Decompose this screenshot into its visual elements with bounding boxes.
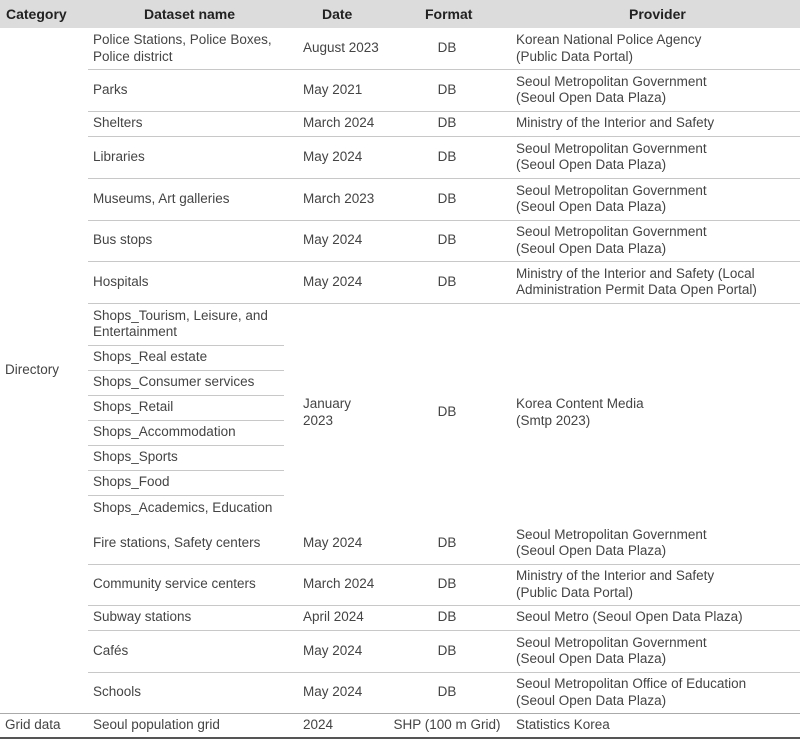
date-cell-text: May 2024 xyxy=(303,642,363,658)
provider-cell xyxy=(516,630,800,672)
provider-cell xyxy=(516,564,800,605)
format-cell xyxy=(392,303,502,522)
dataset-name-cell xyxy=(93,713,293,738)
dataset-name-cell xyxy=(93,69,293,111)
date-cell xyxy=(303,261,403,303)
dataset-name-cell-text: Parks xyxy=(93,81,128,97)
format-cell-text: DB xyxy=(437,642,457,658)
format-cell-text: DB xyxy=(437,273,457,289)
format-cell-text: DB xyxy=(437,115,457,131)
format-cell xyxy=(392,28,502,69)
dataset-name-cell-text: Fire stations, Safety centers xyxy=(93,534,261,550)
format-cell-text: DB xyxy=(437,684,457,700)
dataset-name-cell-text: Schools xyxy=(93,684,142,700)
provider-cell xyxy=(516,69,800,111)
header-provider: Provider xyxy=(629,6,686,22)
header-dataset-name: Dataset name xyxy=(144,6,236,22)
category-directory-text: Directory xyxy=(5,362,60,378)
date-cell xyxy=(303,303,373,522)
dataset-name-cell xyxy=(93,370,285,395)
dataset-name-cell-text: Seoul population grid xyxy=(93,717,220,733)
dataset-name-cell xyxy=(93,261,293,303)
dataset-name-cell-text: Shelters xyxy=(93,115,143,131)
provider-cell-text: Ministry of the Interior and Safety (Local Administration Permit Data Open Portal) xyxy=(516,265,757,297)
format-cell xyxy=(392,136,502,178)
dataset-name-cell xyxy=(93,564,293,605)
provider-cell xyxy=(516,178,800,220)
dataset-name-cell-text: Shops_Consumer services xyxy=(93,374,255,390)
format-cell-text: DB xyxy=(437,190,457,206)
dataset-name-cell xyxy=(93,345,285,370)
date-cell-text: May 2024 xyxy=(303,684,363,700)
date-cell-text: May 2024 xyxy=(303,534,363,550)
dataset-name-cell xyxy=(93,28,293,69)
date-cell-text: May 2024 xyxy=(303,232,363,248)
provider-cell-text: Ministry of the Interior and Safety (Public Data Portal) xyxy=(516,568,715,600)
dataset-name-cell xyxy=(93,445,285,470)
provider-cell-text: Korean National Police Agency (Public Data Portal) xyxy=(516,32,702,64)
format-cell-text: DB xyxy=(437,534,457,550)
date-cell-text: May 2024 xyxy=(303,148,363,164)
category-directory xyxy=(5,28,85,713)
dataset-name-cell-text: Hospitals xyxy=(93,273,149,289)
provider-cell-text: Seoul Metropolitan Government (Seoul Open Data Plaza) xyxy=(516,224,707,256)
format-cell xyxy=(392,672,502,713)
date-cell xyxy=(303,136,403,178)
provider-cell-text: Seoul Metropolitan Government (Seoul Open Data Plaza) xyxy=(516,526,707,558)
format-cell-text: DB xyxy=(437,576,457,592)
format-cell xyxy=(392,713,502,738)
date-cell xyxy=(303,28,403,69)
format-cell xyxy=(392,605,502,630)
dataset-name-cell-text: Police Stations, Police Boxes, Police district xyxy=(93,32,272,64)
provider-cell-text: Statistics Korea xyxy=(516,717,610,733)
date-cell-text: April 2024 xyxy=(303,609,364,625)
header-category: Category xyxy=(6,6,67,22)
dataset-name-cell-text: Shops_Sports xyxy=(93,449,178,465)
dataset-name-cell-text: Bus stops xyxy=(93,232,153,248)
provider-cell-text: Ministry of the Interior and Safety xyxy=(516,115,715,131)
dataset-name-cell xyxy=(93,136,293,178)
dataset-name-cell xyxy=(93,220,293,261)
provider-cell xyxy=(516,261,800,303)
provider-cell-text: Seoul Metropolitan Government (Seoul Open Data Plaza) xyxy=(516,140,707,172)
date-cell-text: August 2023 xyxy=(303,40,379,56)
date-cell xyxy=(303,630,403,672)
dataset-name-cell-text: Shops_Academics, Education xyxy=(93,500,273,516)
dataset-name-cell xyxy=(93,495,285,522)
date-cell xyxy=(303,522,403,564)
format-cell-text: DB xyxy=(437,40,457,56)
format-cell xyxy=(392,69,502,111)
date-cell xyxy=(303,672,403,713)
format-cell xyxy=(392,564,502,605)
header-format: Format xyxy=(425,6,473,22)
category-grid-data xyxy=(5,713,85,738)
dataset-name-cell-text: Shops_Retail xyxy=(93,399,174,415)
provider-cell xyxy=(516,136,800,178)
dataset-name-cell-text: Museums, Art galleries xyxy=(93,190,230,206)
dataset-name-cell-text: Community service centers xyxy=(93,576,256,592)
provider-cell xyxy=(516,111,800,136)
provider-cell xyxy=(516,303,800,522)
dataset-name-cell-text: Shops_Real estate xyxy=(93,349,208,365)
format-cell xyxy=(392,220,502,261)
dataset-name-cell-text: Cafés xyxy=(93,642,129,658)
dataset-name-cell xyxy=(93,420,285,445)
date-cell-text: March 2024 xyxy=(303,115,375,131)
dataset-name-cell xyxy=(93,630,293,672)
provider-cell xyxy=(516,713,800,738)
date-cell-text: May 2021 xyxy=(303,81,363,97)
dataset-name-cell xyxy=(93,672,293,713)
date-cell-text: May 2024 xyxy=(303,273,363,289)
dataset-name-cell-text: Shops_Tourism, Leisure, and Entertainment xyxy=(93,307,268,339)
format-cell xyxy=(392,111,502,136)
date-cell xyxy=(303,220,403,261)
date-cell-text: March 2023 xyxy=(303,190,375,206)
provider-cell-text: Seoul Metropolitan Office of Education (Seoul Open Data Plaza) xyxy=(516,676,747,708)
date-cell-text: March 2024 xyxy=(303,576,375,592)
date-cell xyxy=(303,564,403,605)
dataset-name-cell xyxy=(93,111,293,136)
provider-cell-text: Seoul Metro (Seoul Open Data Plaza) xyxy=(516,609,743,625)
provider-cell xyxy=(516,28,800,69)
date-cell-text: January 2023 xyxy=(303,396,352,428)
dataset-name-cell-text: Shops_Food xyxy=(93,474,170,490)
provider-cell-text: Seoul Metropolitan Government (Seoul Open Data Plaza) xyxy=(516,73,707,105)
provider-cell-text: Korea Content Media (Smtp 2023) xyxy=(516,396,644,428)
dataset-name-cell xyxy=(93,605,293,630)
date-cell xyxy=(303,713,403,738)
format-cell-text: DB xyxy=(437,232,457,248)
format-cell xyxy=(392,178,502,220)
dataset-name-cell xyxy=(93,470,285,495)
date-cell-text: 2024 xyxy=(303,717,334,733)
format-cell-text: DB xyxy=(437,81,457,97)
dataset-name-cell xyxy=(93,395,285,420)
provider-cell-text: Seoul Metropolitan Government (Seoul Open Data Plaza) xyxy=(516,182,707,214)
dataset-name-cell-text: Subway stations xyxy=(93,609,192,625)
date-cell xyxy=(303,69,403,111)
format-cell-text: SHP (100 m Grid) xyxy=(393,717,501,733)
provider-cell xyxy=(516,522,800,564)
date-cell xyxy=(303,605,403,630)
category-grid-data-text: Grid data xyxy=(5,717,61,733)
format-cell xyxy=(392,630,502,672)
date-cell xyxy=(303,111,403,136)
provider-cell xyxy=(516,220,800,261)
provider-cell xyxy=(516,605,800,630)
dataset-name-cell-text: Libraries xyxy=(93,148,145,164)
provider-cell xyxy=(516,672,800,713)
table-header xyxy=(0,0,800,28)
dataset-name-cell xyxy=(93,178,293,220)
format-cell-text: DB xyxy=(437,404,457,420)
format-cell xyxy=(392,522,502,564)
dataset-name-cell xyxy=(93,522,293,564)
date-cell xyxy=(303,178,403,220)
format-cell-text: DB xyxy=(437,148,457,164)
dataset-name-cell xyxy=(93,303,285,345)
provider-cell-text: Seoul Metropolitan Government (Seoul Open Data Plaza) xyxy=(516,634,707,666)
format-cell xyxy=(392,261,502,303)
dataset-name-cell-text: Shops_Accommodation xyxy=(93,424,236,440)
format-cell-text: DB xyxy=(437,609,457,625)
header-date: Date xyxy=(322,6,353,22)
